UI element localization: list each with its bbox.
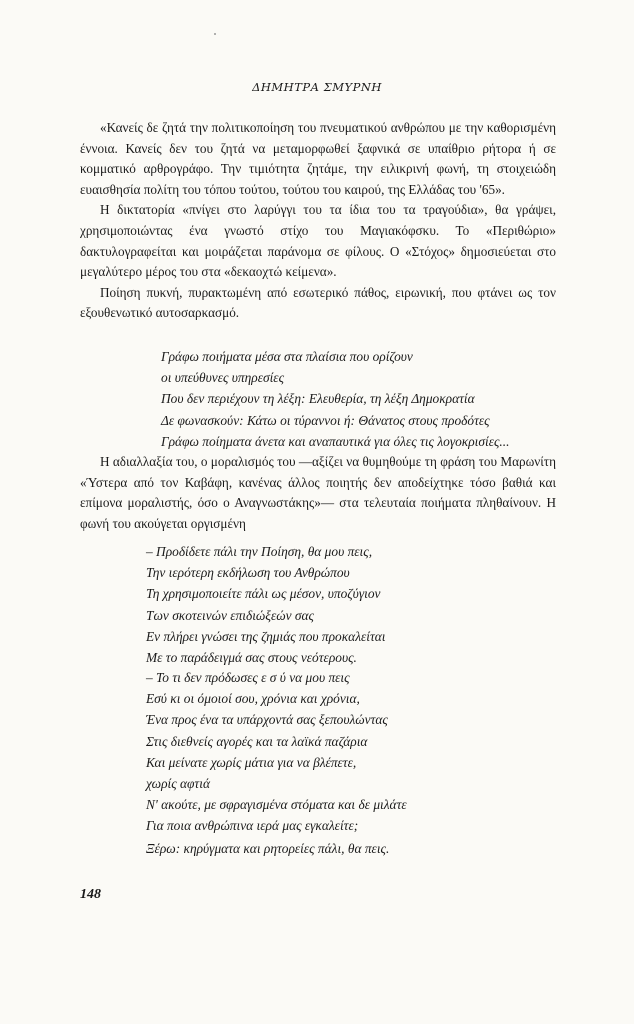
verse-line: Εν πλήρει γνώσει της ζημιάς που προκαλείται xyxy=(146,628,386,644)
verse-block-3 xyxy=(146,667,407,837)
verse-block-1 xyxy=(161,346,509,452)
verse-line: Με το παράδειγμά σας στους νεότερους. xyxy=(146,650,357,666)
paragraph: «Κανείς δε ζητά την πολιτικοποίηση του πνευματικού ανθρώπου με την καθορισμένη έννοια. Κανείς δεν του ζητά να μεταμορφωθεί ξαφνικά σε υπαίθριο ρήτορα ή σε κομματικό αρθρογράφο. Την τιμιότητα ζητάμε, την ειλικρινή φωνή, τη στοιχειώδη ευαισθησία πολίτη του τόπου τούτου, τούτου του καιρού, της Ελλάδας του '65». xyxy=(80,120,556,197)
verse-line: Και μείνατε χωρίς μάτια για να βλέπετε, xyxy=(146,754,357,770)
paragraph: Ποίηση πυκνή, πυρακτωμένη από εσωτερικό πάθος, ειρωνική, που φτάνει ως τον εξουθενωτικό αυτοσαρκασμό. xyxy=(80,284,556,321)
verse-line: οι υπεύθυνες υπηρεσίες xyxy=(161,370,285,386)
prose-block-top xyxy=(80,118,556,324)
verse-line: Ξέρω: κηρύγματα και ρητορείες πάλι, θα πεις. xyxy=(146,841,390,856)
verse-line: Την ιερότερη εκδήλωση του Ανθρώπου xyxy=(146,565,350,581)
verse-line: Των σκοτεινών επιδιώξεών σας xyxy=(146,607,314,623)
paragraph: Η δικτατορία «πνίγει στο λαρύγγι του τα ίδια του τα τραγούδια», θα γράψει, χρησιμοποιώντας ένα γνωστό στίχο του Μαγιακόφσκυ. Το «Περιθώριο» δακτυλογραφείται και μοιράζεται παράνομα σε φίλους. Ο «Στόχος» δημοσιεύεται στο μεγαλύτερο μέρος του στα «δεκαοχτώ κείμενα». xyxy=(80,202,556,280)
verse-line: – Προδίδετε πάλι την Ποίηση, θα μου πεις, xyxy=(146,544,373,559)
page-number: 148 xyxy=(80,887,101,902)
verse-line: Εσύ κι οι όμοιοί σου, χρόνια και χρόνια, xyxy=(146,691,360,707)
verse-line: Στις διεθνείς αγορές και τα λαϊκά παζάρια xyxy=(146,733,368,749)
verse-line: Γράφω ποίηματα άνετα και αναπαυτικά για όλες τις λογοκρισίες... xyxy=(161,433,510,449)
prose-block-middle xyxy=(80,452,556,534)
verse-block-4 xyxy=(146,838,389,859)
verse-line: Τη χρησιμοποιείτε πάλι ως μέσον, υποζύγιον xyxy=(146,586,381,602)
scan-speck xyxy=(214,33,216,35)
running-head: ΔΗΜΗΤΡΑ ΣΜΥΡΝΗ xyxy=(252,80,382,94)
verse-line: Για ποια ανθρώπινα ιερά μας εγκαλείτε; xyxy=(146,818,359,834)
verse-line: Ν' ακούτε, με σφραγισμένα στόματα και δε μιλάτε xyxy=(146,797,407,813)
verse-line: – Το τι δεν πρόδωσες ε σ ύ να μου πεις xyxy=(146,670,350,685)
verse-line: Ένα προς ένα τα υπάρχοντά σας ξεπουλώντας xyxy=(146,712,388,728)
verse-line: Που δεν περιέχουν τη λέξη: Ελευθερία, τη λέξη Δημοκρατία xyxy=(161,391,475,407)
verse-line: Δε φωνασκούν: Κάτω οι τύραννοι ή: Θάνατος στους προδότες xyxy=(161,412,490,428)
verse-line: Γράφω ποιήματα μέσα στα πλαίσια που ορίζουν xyxy=(161,349,413,364)
verse-line: χωρίς αφτιά xyxy=(146,776,210,792)
paragraph: Η αδιαλλαξία του, ο μοραλισμός του —αξίζει να θυμηθούμε τη φράση του Μαρωνίτη «Ύστερα από τον Καβάφη, κανένας άλλος ποιητής δεν αποδείχτηκε τόσο βαθιά και επίμονα μοραλιστής, όσο ο Αναγνωστάκης»— στα τελευταία ποιήματα πληθαίνουν. Η φωνή του ακούγεται οργισμένη xyxy=(80,454,556,531)
verse-block-2 xyxy=(146,541,386,668)
